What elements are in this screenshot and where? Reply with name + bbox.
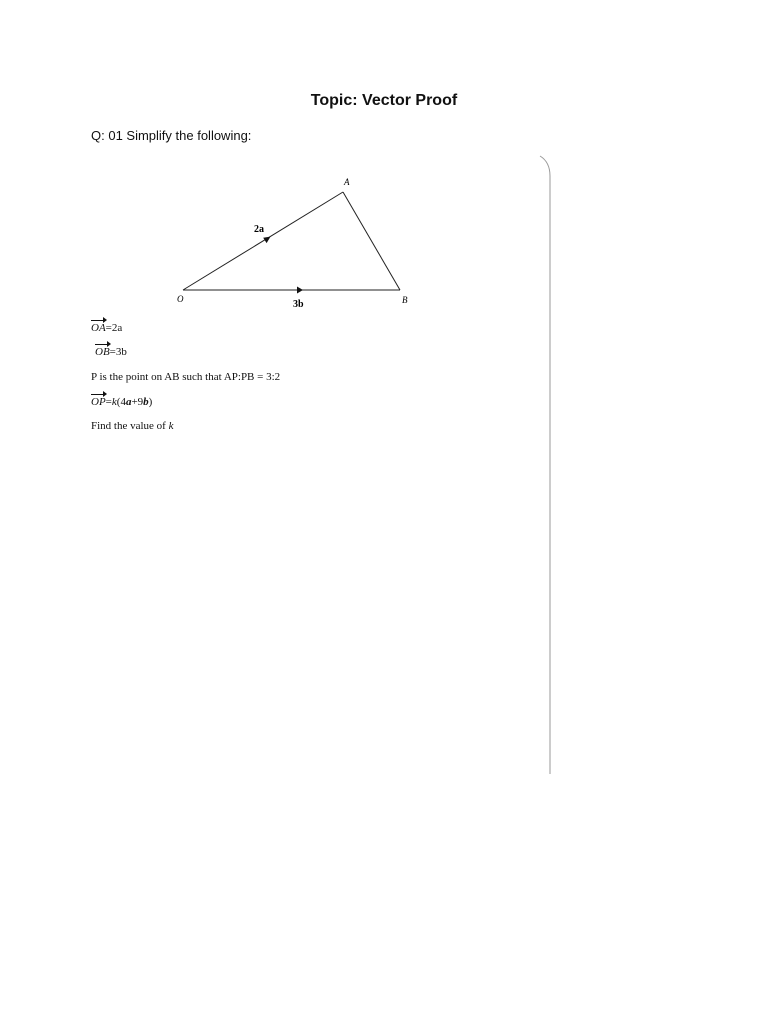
label-vector-2a: 2a [254,224,264,235]
arrow-ob-icon [297,287,303,294]
label-point-o: O [177,294,184,304]
label-vector-3b: 3b [293,299,304,310]
triangle-diagram [0,0,768,330]
label-point-a: A [344,177,350,187]
oa-value: =2a [105,322,123,334]
vector-op: OP [91,396,106,408]
side-oa [183,192,343,290]
page-title: Topic: Vector Proof [310,92,458,109]
vector-ob: OB [95,346,110,358]
vector-oa: OA [91,322,106,334]
find-instruction: Find the value of k [91,420,174,432]
ob-value: =3b [109,346,127,358]
label-point-b: B [402,295,408,305]
given-op: OP=k(4a+9b) [91,396,153,408]
given-oa [91,322,122,334]
side-ab [343,192,400,290]
question-heading: Q: 01 Simplify the following: [91,128,252,143]
p-statement: P is the point on AB such that AP:PB = 3:2 [91,371,281,383]
given-ob [95,346,127,358]
